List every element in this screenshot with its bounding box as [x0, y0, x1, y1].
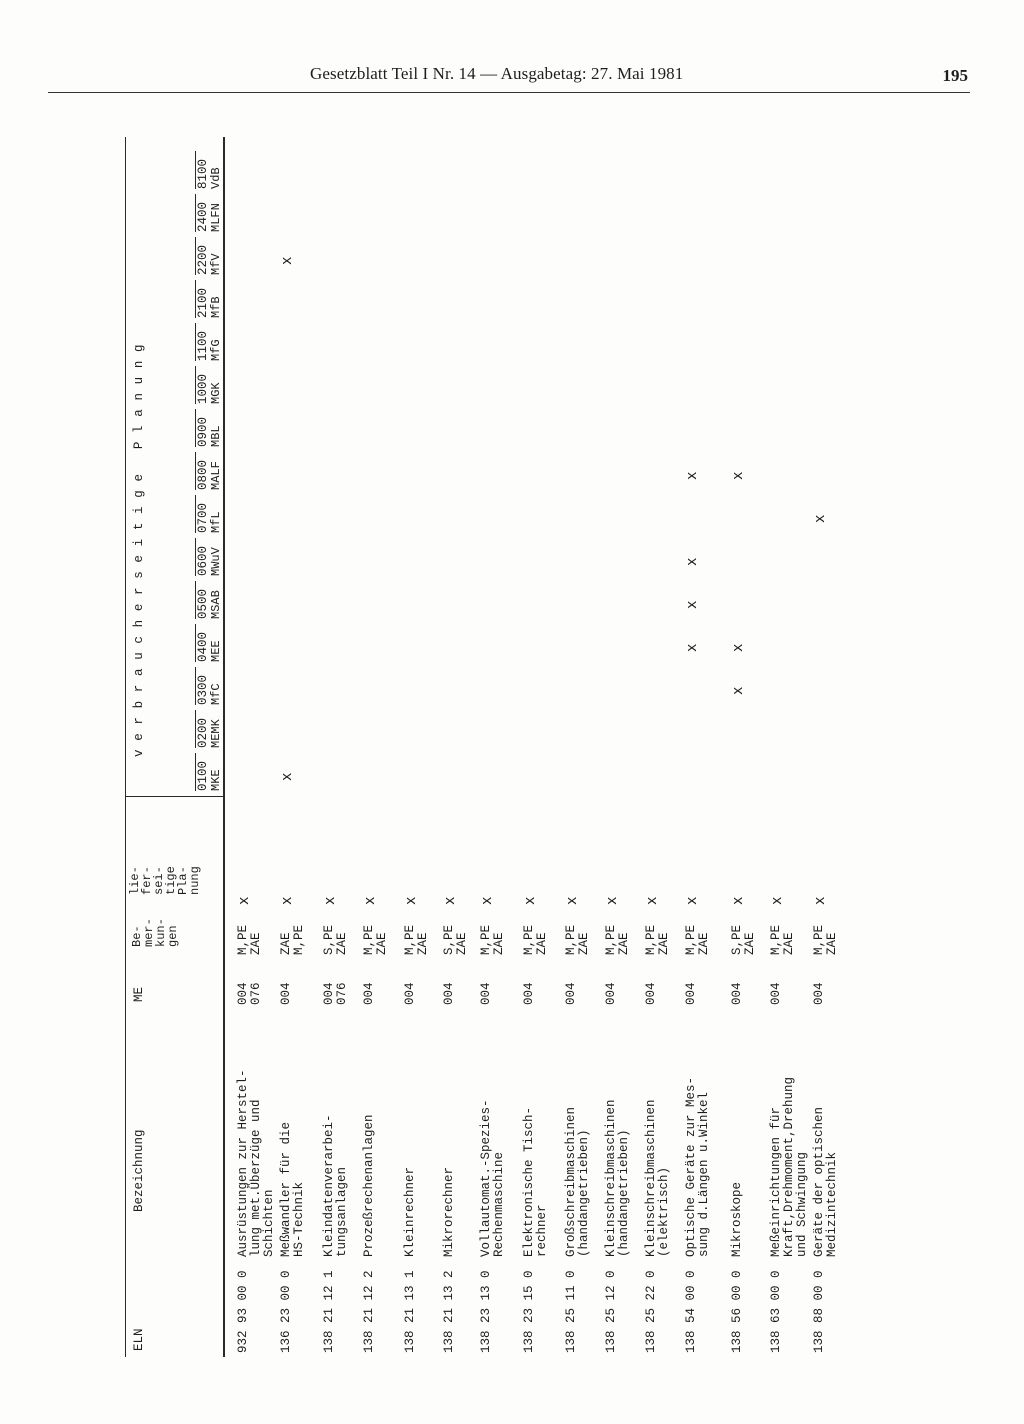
consumer-code: 1000: [196, 373, 210, 404]
me-code: 004: [769, 982, 783, 1005]
consumer-name: MALF: [209, 461, 223, 490]
consumer-overline: [195, 280, 196, 318]
eln-code: 138 21 13 2: [442, 1270, 456, 1353]
header-rule: [48, 92, 970, 93]
bemerkungen: M,PE ZAE: [769, 924, 796, 955]
consumer-mark: x: [684, 600, 700, 609]
consumer-code: 0800: [196, 459, 210, 490]
bezeichnung: Optische Geräte zur Mes- sung d.Längen u.Winkel: [684, 1076, 711, 1257]
me-code: 004: [812, 982, 826, 1005]
lieferseitige-mark: x: [812, 896, 828, 905]
consumer-mark: x: [684, 471, 700, 480]
page-number: 195: [942, 66, 968, 85]
consumer-overline: [195, 151, 196, 189]
consumer-code: 0500: [196, 588, 210, 619]
eln-code: 136 23 00 0: [279, 1270, 293, 1353]
eln-code: 138 25 12 0: [604, 1270, 618, 1353]
consumer-overline: [195, 753, 196, 791]
bezeichnung: Großschreibmaschinen (handangetrieben): [564, 1106, 591, 1257]
lieferseitige-mark: x: [604, 896, 620, 905]
eln-code: 138 21 12 2: [362, 1270, 376, 1353]
consumer-header-rule: [125, 796, 223, 797]
consumer-overline: [195, 366, 196, 404]
lieferseitige-mark: x: [769, 896, 785, 905]
consumer-overline: [195, 667, 196, 705]
bezeichnung: Prozeßrechenanlagen: [362, 1114, 376, 1257]
eln-code: 138 23 13 0: [479, 1270, 493, 1353]
consumer-mark: x: [279, 772, 295, 781]
consumer-name: MfL: [209, 511, 223, 533]
me-code: 004: [730, 982, 744, 1005]
consumer-mark: x: [812, 514, 828, 523]
bezeichnung: Elektronische Tisch- rechner: [522, 1106, 549, 1257]
bemerkungen: S,PE ZAE: [730, 924, 757, 955]
bemerkungen: M,PE ZAE: [812, 924, 839, 955]
page-title: Gesetzblatt Teil I Nr. 14 — Ausgabetag: 27. Mai 1981: [310, 64, 684, 83]
consumer-group-title: v e r b r a u c h e r s e i t i g e P l a n u n g: [132, 343, 146, 757]
consumer-code: 0700: [196, 502, 210, 533]
consumer-code: 1100: [196, 330, 210, 361]
header-me: ME: [132, 986, 146, 1002]
consumer-name: VdB: [209, 167, 223, 189]
consumer-code: 0900: [196, 416, 210, 447]
consumer-mark: x: [730, 686, 746, 695]
header-lieferseitige-planung: lie- fer- sei- tige Pla- nung: [128, 866, 202, 895]
bezeichnung: Kleinschreibmaschinen (elektrisch): [644, 1099, 671, 1257]
bezeichnung: Mikroskope: [730, 1181, 744, 1257]
consumer-overline: [195, 495, 196, 533]
consumer-name: MfG: [209, 339, 223, 361]
rotated-table: [125, 137, 885, 1357]
consumer-overline: [195, 237, 196, 275]
eln-code: 138 21 13 1: [403, 1270, 417, 1353]
consumer-name: MEE: [209, 640, 223, 662]
eln-code: 138 88 00 0: [812, 1270, 826, 1353]
eln-code: 138 54 00 0: [684, 1270, 698, 1353]
bezeichnung: Kleindatenverarbei- tungsanlagen: [322, 1114, 349, 1257]
consumer-code: 2400: [196, 201, 210, 232]
lieferseitige-mark: x: [279, 896, 295, 905]
lieferseitige-mark: x: [236, 896, 252, 905]
consumer-overline: [195, 538, 196, 576]
consumer-mark: x: [279, 256, 295, 265]
consumer-overline: [195, 581, 196, 619]
bemerkungen: ZAE M,PE: [279, 924, 306, 955]
me-code: 004: [403, 982, 417, 1005]
eln-code: 932 93 00 0: [236, 1270, 250, 1353]
me-code: 004: [522, 982, 536, 1005]
consumer-code: 2200: [196, 244, 210, 275]
lieferseitige-mark: x: [730, 896, 746, 905]
header-bottom-rule: [223, 137, 225, 1357]
consumer-overline: [195, 194, 196, 232]
me-code: 004 076: [236, 982, 263, 1005]
bemerkungen: M,PE ZAE: [362, 924, 389, 955]
bezeichnung: Meßeinrichtungen für Kraft,Drehmoment,Drehung und Schwingung: [769, 1076, 809, 1257]
bezeichnung: Ausrüstungen zur Herstel- lung met.Überzüge und Schichten: [236, 1069, 276, 1257]
consumer-name: MfB: [209, 296, 223, 318]
consumer-name: MBL: [209, 425, 223, 447]
me-code: 004: [644, 982, 658, 1005]
consumer-code: 0600: [196, 545, 210, 576]
bemerkungen: M,PE ZAE: [684, 924, 711, 955]
lieferseitige-mark: x: [362, 896, 378, 905]
consumer-overline: [195, 710, 196, 748]
table-top-rule: [125, 137, 126, 1357]
eln-code: 138 23 15 0: [522, 1270, 536, 1353]
bezeichnung: Kleinrechner: [403, 1166, 417, 1257]
consumer-name: MfV: [209, 253, 223, 275]
me-code: 004 076: [322, 982, 349, 1005]
consumer-name: MKE: [209, 769, 223, 791]
me-code: 004: [684, 982, 698, 1005]
consumer-mark: x: [730, 643, 746, 652]
consumer-code: 0100: [196, 760, 210, 791]
bemerkungen: M,PE ZAE: [403, 924, 430, 955]
eln-code: 138 56 00 0: [730, 1270, 744, 1353]
me-code: 004: [604, 982, 618, 1005]
me-code: 004: [564, 982, 578, 1005]
bemerkungen: M,PE ZAE: [236, 924, 263, 955]
page-header: [310, 62, 968, 92]
bemerkungen: S,PE ZAE: [442, 924, 469, 955]
lieferseitige-mark: x: [403, 896, 419, 905]
consumer-name: MWuV: [209, 547, 223, 576]
eln-code: 138 63 00 0: [769, 1270, 783, 1353]
lieferseitige-mark: x: [442, 896, 458, 905]
lieferseitige-mark: x: [564, 896, 580, 905]
consumer-overline: [195, 624, 196, 662]
consumer-overline: [195, 323, 196, 361]
consumer-name: MGK: [209, 382, 223, 404]
bezeichnung: Meßwandler für die HS-Technik: [279, 1121, 306, 1257]
eln-code: 138 25 22 0: [644, 1270, 658, 1353]
bemerkungen: M,PE ZAE: [604, 924, 631, 955]
consumer-mark: x: [730, 471, 746, 480]
lieferseitige-mark: x: [522, 896, 538, 905]
header-bemerkungen: Be- mer- kun- gen: [130, 918, 180, 947]
me-code: 004: [442, 982, 456, 1005]
consumer-code: 8100: [196, 158, 210, 189]
eln-code: 138 21 12 1: [322, 1270, 336, 1353]
consumer-code: 0400: [196, 631, 210, 662]
bemerkungen: M,PE ZAE: [479, 924, 506, 955]
bezeichnung: Mikrorechner: [442, 1166, 456, 1257]
consumer-name: MLFN: [209, 203, 223, 232]
header-eln: ELN: [132, 1328, 146, 1351]
consumer-overline: [195, 452, 196, 490]
bemerkungen: M,PE ZAE: [522, 924, 549, 955]
consumer-overline: [195, 409, 196, 447]
bezeichnung: Vollautomat.-Spezies- Rechenmaschine: [479, 1099, 506, 1257]
consumer-name: MfC: [209, 683, 223, 705]
bezeichnung: Geräte der optischen Medizintechnik: [812, 1106, 839, 1257]
consumer-code: 0200: [196, 717, 210, 748]
lieferseitige-mark: x: [322, 896, 338, 905]
eln-code: 138 25 11 0: [564, 1270, 578, 1353]
bemerkungen: M,PE ZAE: [644, 924, 671, 955]
consumer-mark: x: [684, 557, 700, 566]
bemerkungen: S,PE ZAE: [322, 924, 349, 955]
lieferseitige-mark: x: [644, 896, 660, 905]
me-code: 004: [479, 982, 493, 1005]
consumer-name: MSAB: [209, 590, 223, 619]
consumer-mark: x: [684, 643, 700, 652]
consumer-code: 2100: [196, 287, 210, 318]
me-code: 004: [279, 982, 293, 1005]
bemerkungen: M,PE ZAE: [564, 924, 591, 955]
consumer-code: 0300: [196, 674, 210, 705]
bezeichnung: Kleinschreibmaschinen (handangetrieben): [604, 1099, 631, 1257]
lieferseitige-mark: x: [684, 896, 700, 905]
me-code: 004: [362, 982, 376, 1005]
consumer-name: MEMK: [209, 719, 223, 748]
lieferseitige-mark: x: [479, 896, 495, 905]
header-bezeichnung: Bezeichnung: [132, 1129, 146, 1212]
